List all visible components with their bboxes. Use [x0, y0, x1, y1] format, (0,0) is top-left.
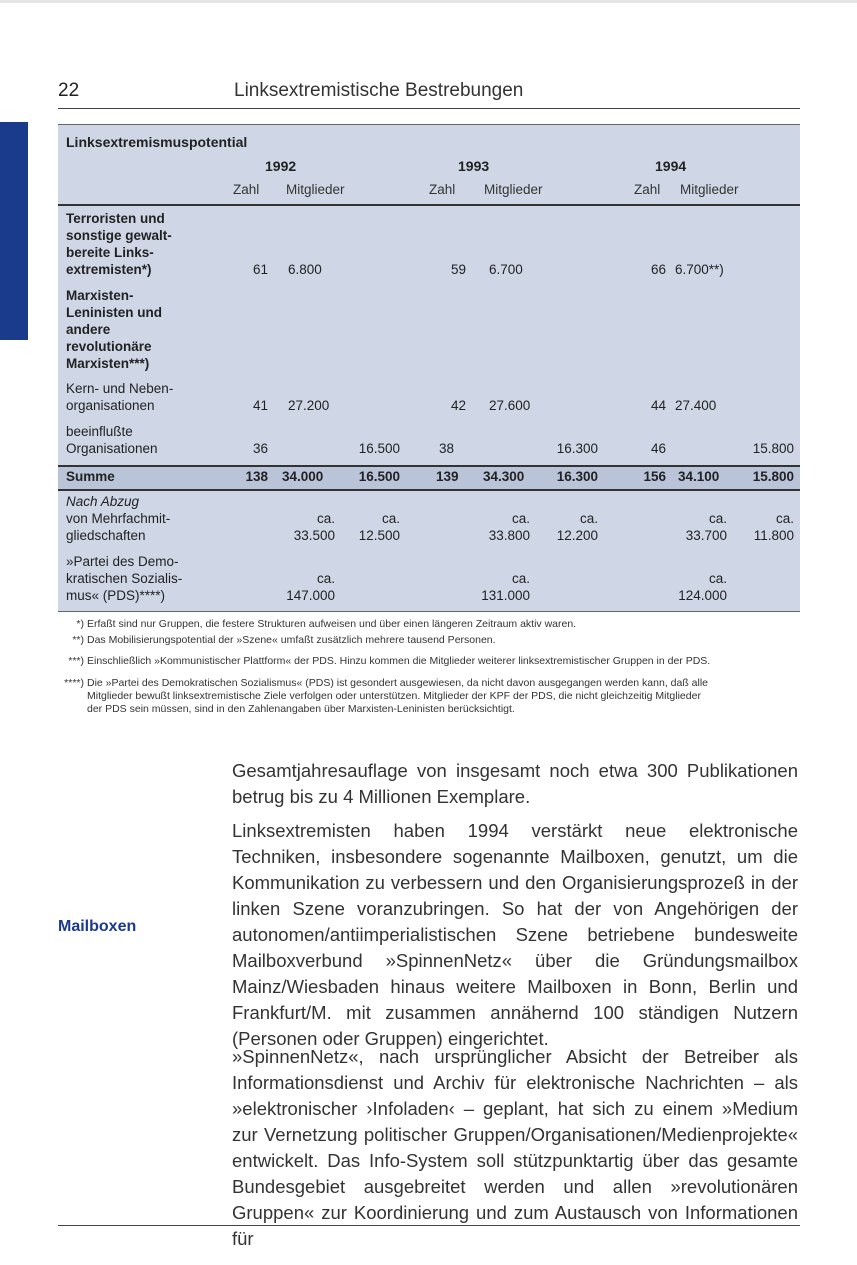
footnote: ****) Die »Partei des Demokratischen Sozialismus« (PDS) ist gesondert ausgewiesen, da nicht davon ausgegangen werden kann, daß alle Mitglieder bewußt linksextremistische Ziele verfolgen oder unterstützen. Mitglieder der KPF der PDS, die nicht gleichzeitig Mitglieder der PDS sein müssen, sind in den Zahlenangaben über Marxisten-Leninisten berücksichtigt.: [64, 677, 709, 715]
paragraph: »SpinnenNetz«, nach ursprünglicher Absicht der Betreiber als Informationsdienst und Archiv für elektronische Nachrichten – als »elektronischer ›Infoladen‹ – geplant, hat sich zu einem »Medium zur Vernetzung politischer Gruppen/Organisationen/Medienprojekte« entwickelt. Das Info-System soll stützpunktartig über das gesamte Bundesgebiet ausgebreitet werden und allen »revolutionären Gruppen« zur Koordinierung und zum Austausch von Informationen für: [232, 1046, 798, 1249]
cell: 124.000: [678, 588, 727, 603]
col-mitglieder-1994: Mitglieder: [680, 182, 739, 197]
cell: 33.500: [293, 528, 335, 543]
footnote: *) Erfaßt sind nur Gruppen, die festere Strukturen aufweisen und über einen längeren Zeitraum aktiv waren.: [76, 618, 577, 630]
cell: 15.800: [752, 441, 794, 456]
cell: ca.: [316, 571, 335, 586]
cell: 16.500: [358, 441, 400, 456]
table-title: Linksextremismuspotential: [66, 134, 248, 150]
page-header: [58, 80, 800, 109]
cell: 147.000: [286, 588, 335, 603]
cell: 12.200: [556, 528, 598, 543]
row-label-beeinflusst: beeinflußte Organisationen: [66, 424, 158, 456]
potential-table: [58, 124, 800, 612]
cell: 46: [650, 441, 666, 456]
row-label-summe: Summe: [66, 469, 115, 484]
cell: 34.000: [282, 469, 324, 484]
cell: 27.600: [489, 398, 531, 413]
top-edge-line: [0, 0, 857, 3]
cell: ca.: [316, 511, 335, 526]
cell: 6.800: [288, 262, 322, 277]
paragraph: Gesamtjahresauflage von insgesamt noch etwa 300 Publikationen betrug bis zu 4 Millionen Exemplare.: [232, 760, 798, 807]
row-label-marxisten: Marxisten- Leninisten und andere revolutionäre Marxisten***): [66, 288, 162, 371]
cell: 6.700: [489, 262, 523, 277]
cell: 16.300: [556, 469, 598, 484]
cell: 16.500: [358, 469, 400, 484]
col-zahl-1994: Zahl: [634, 182, 661, 197]
paragraph: Linksextremisten haben 1994 verstärkt neue elektronische Techniken, insbesondere sogenannte Mailboxen, genutzt, um die Kommunikation zu verbessern und den Organisierungsprozeß in der linken Szene voranzubringen. So hat der von Angehörigen der autonomen/antiimperialistischen Szene betriebene bundesweite Mailboxverbund »SpinnenNetz« über die Gründungsmailbox Mainz/Wiesbaden hinaus weitere Mailboxen in Bonn, Berlin und Frankfurt/M. mit zusammen annähernd 100 ständigen Nutzern (Personen oder Gruppen) eingerichtet.: [232, 820, 798, 1049]
cell: ca.: [579, 511, 598, 526]
cell: 36: [252, 441, 268, 456]
cell: 34.300: [483, 469, 525, 484]
cell: 12.500: [358, 528, 400, 543]
cell: ca.: [775, 511, 794, 526]
cell: 33.700: [685, 528, 727, 543]
footer-rule: [58, 1225, 800, 1226]
cell: 38: [439, 441, 455, 456]
row-label-kern: Kern- und Neben- organisationen: [66, 381, 174, 413]
cell: 15.800: [752, 469, 794, 484]
cell: 27.200: [288, 398, 330, 413]
cell: 34.100: [678, 469, 720, 484]
footnote: **) Das Mobilisierungspotential der »Szene« umfaßt zusätzlich mehrere tausend Personen.: [72, 634, 496, 646]
chapter-tab-marker: [0, 122, 28, 340]
cell: 11.800: [753, 528, 794, 543]
cell: ca.: [511, 511, 530, 526]
cell: ca.: [511, 571, 530, 586]
year-1994: 1994: [655, 158, 687, 174]
row-label-terror: Terroristen und sonstige gewalt- bereite Links- extremisten*): [66, 211, 172, 277]
col-zahl-1993: Zahl: [429, 182, 456, 197]
col-zahl-1992: Zahl: [233, 182, 260, 197]
cell: ca.: [381, 511, 400, 526]
cell: ca.: [708, 511, 727, 526]
col-mitglieder-1993: Mitglieder: [484, 182, 543, 197]
cell: 138: [245, 469, 268, 484]
cell: 139: [436, 469, 459, 484]
cell: 27.400: [675, 398, 717, 413]
cell: 66: [650, 262, 666, 277]
year-1993: 1993: [458, 158, 490, 174]
cell: 59: [450, 262, 466, 277]
cell: 156: [643, 469, 666, 484]
header-rule: [58, 204, 800, 206]
page-number: 22: [58, 80, 80, 101]
year-1992: 1992: [265, 158, 297, 174]
cell: 16.300: [556, 441, 598, 456]
cell: 41: [252, 398, 268, 413]
cell: ca.: [708, 571, 727, 586]
running-title: Linksextremistische Bestrebungen: [234, 80, 524, 101]
cell: 42: [450, 398, 466, 413]
cell: 33.800: [488, 528, 530, 543]
cell: 131.000: [481, 588, 530, 603]
side-heading-mailboxen: Mailboxen: [58, 918, 137, 935]
footnote: ***) Einschließlich »Kommunistischer Plattform« der PDS. Hinzu kommen die Mitglieder weiterer linksextremistischer Gruppen in der PDS.: [68, 655, 711, 667]
row-label-abzug: Nach Abzug von Mehrfachmit- gliedschaften: [66, 494, 171, 543]
cell: 6.700**): [675, 262, 724, 277]
cell: 44: [650, 398, 666, 413]
row-label-pds: »Partei des Demo- kratischen Sozialis- mus« (PDS)****): [66, 554, 183, 603]
col-mitglieder-1992: Mitglieder: [286, 182, 345, 197]
cell: 61: [252, 262, 268, 277]
